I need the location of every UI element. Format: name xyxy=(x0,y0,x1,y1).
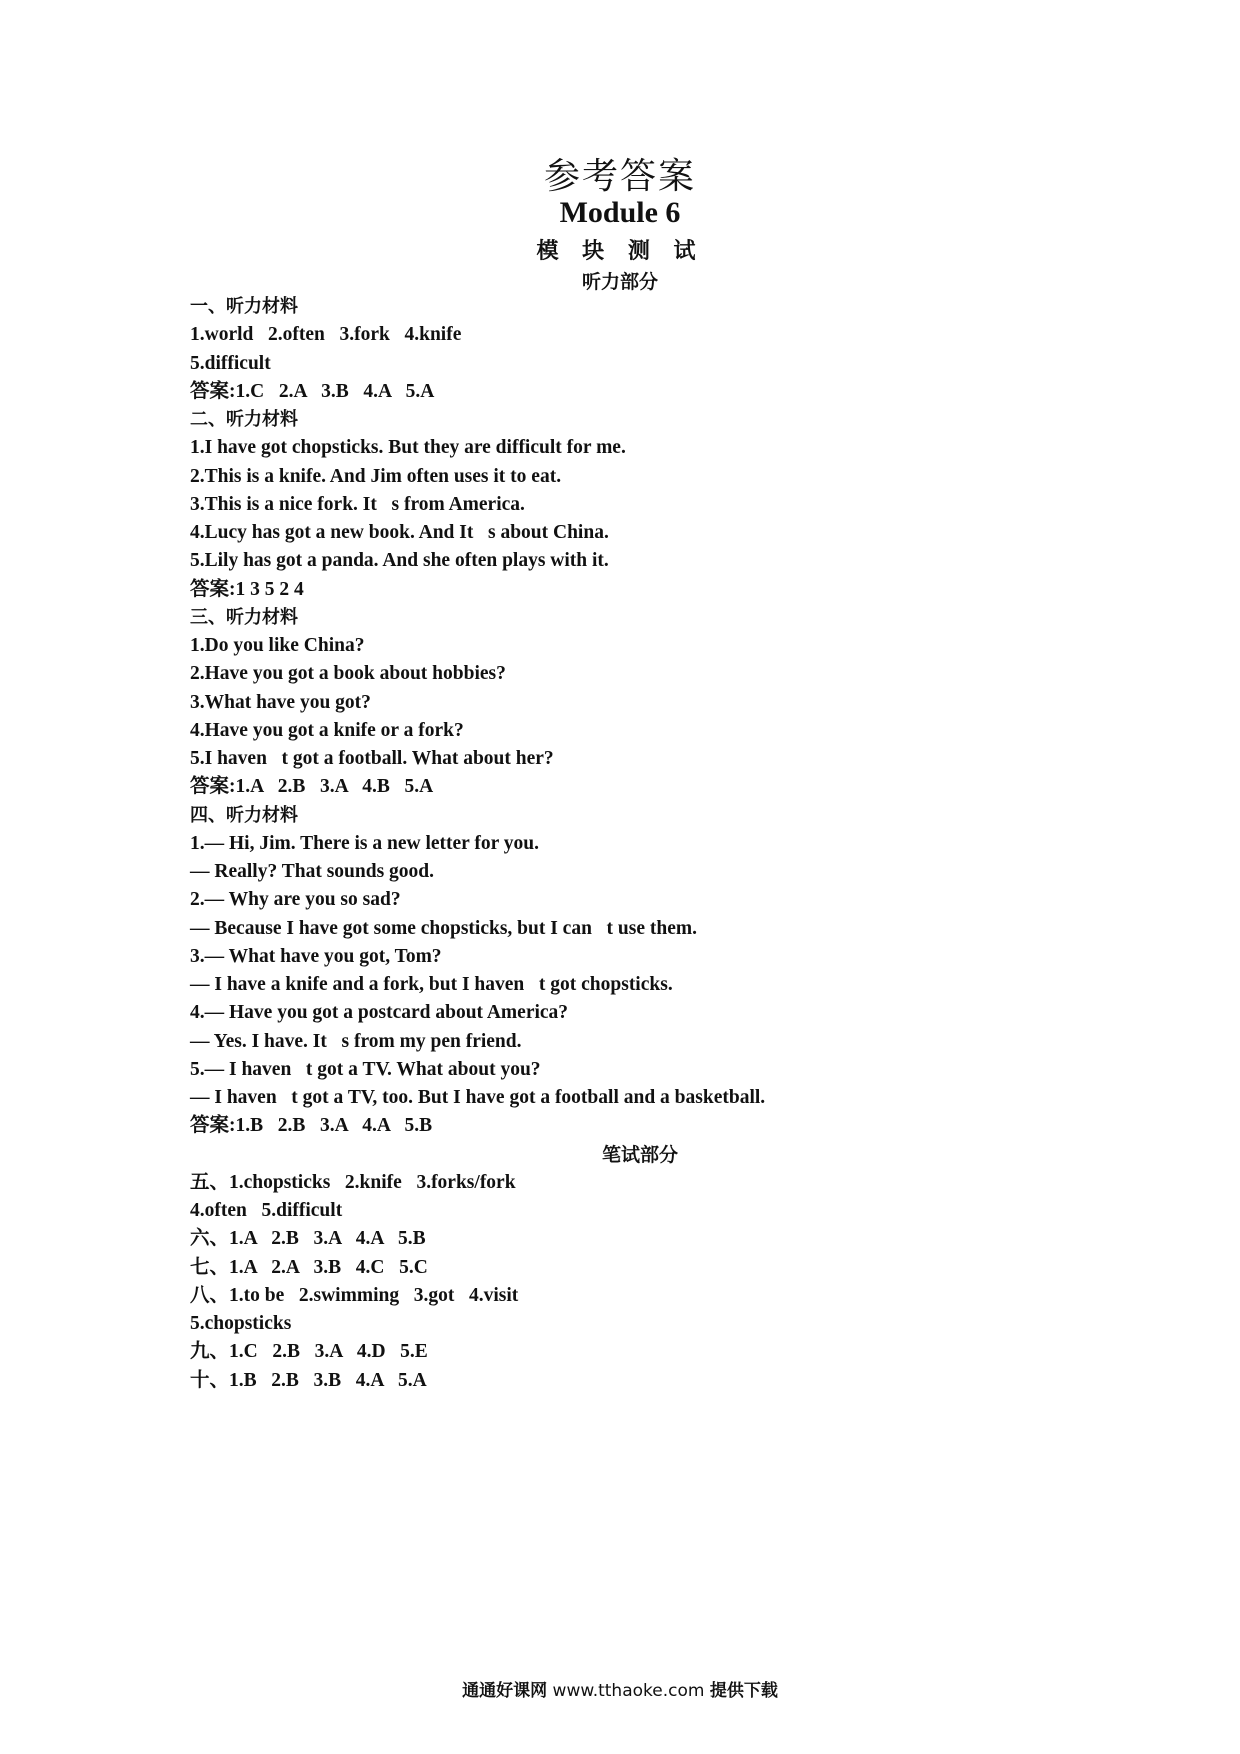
answer-line: 答案:1.A 2.B 3.A 4.B 5.A xyxy=(190,776,434,798)
footer-url: www.tthaoke.com xyxy=(552,1681,705,1701)
answer-line: — Because I have got some chopsticks, but I can t use them. xyxy=(190,917,697,939)
section-heading: 二、听力材料 xyxy=(190,409,298,430)
answer-line: 六、1.A 2.B 3.A 4.A 5.B xyxy=(190,1228,426,1250)
footer-site-name: 通通好课网 xyxy=(462,1681,548,1701)
answer-line: 答案:1.C 2.A 3.B 4.A 5.A xyxy=(190,380,435,402)
answer-line: 答案:1.B 2.B 3.A 4.A 5.B xyxy=(190,1115,433,1137)
answer-content xyxy=(190,293,1090,1395)
answer-line: 5.Lily has got a panda. And she often plays with it. xyxy=(190,550,609,572)
answer-line: — Yes. I have. It s from my pen friend. xyxy=(190,1030,522,1052)
answer-line: 九、1.C 2.B 3.A 4.D 5.E xyxy=(190,1341,428,1363)
answer-line: 5.— I haven t got a TV. What about you? xyxy=(190,1058,541,1080)
answer-line: — Really? That sounds good. xyxy=(190,861,434,882)
answer-line: 1.— Hi, Jim. There is a new letter for you. xyxy=(190,832,539,854)
answer-line: 4.— Have you got a postcard about America? xyxy=(190,1002,569,1024)
answer-line: 3.What have you got? xyxy=(190,691,371,713)
answer-line: 十、1.B 2.B 3.B 4.A 5.A xyxy=(190,1369,427,1391)
test-subtitle: 模 块 测 试 xyxy=(536,239,704,264)
answer-line: 4.often 5.difficult xyxy=(190,1200,343,1221)
answer-line: 1.I have got chopsticks. But they are difficult for me. xyxy=(190,437,626,459)
answer-line: 2.— Why are you so sad? xyxy=(190,889,401,911)
answer-line: — I have a knife and a fork, but I haven t got chopsticks. xyxy=(190,974,673,995)
answer-line: 1.Do you like China? xyxy=(190,635,365,656)
section-heading: 三、听力材料 xyxy=(190,606,298,628)
answer-line: 5.chopsticks xyxy=(190,1313,292,1334)
answer-line: 3.This is a nice fork. It s from America. xyxy=(190,493,525,515)
section-heading-written: 笔试部分 xyxy=(601,1143,678,1166)
answer-line: 2.Have you got a book about hobbies? xyxy=(190,663,506,685)
answer-line: 1.world 2.often 3.fork 4.knife xyxy=(190,324,462,346)
answer-line: — I haven t got a TV, too. But I have got a football and a basketball. xyxy=(190,1087,766,1108)
page-title: 参考答案 xyxy=(543,156,696,197)
answer-line: 4.Lucy has got a new book. And It s about China. xyxy=(190,522,609,543)
answer-line: 5.difficult xyxy=(190,352,271,374)
footer-suffix: 提供下载 xyxy=(709,1681,778,1701)
section-heading: 一、听力材料 xyxy=(190,296,298,317)
section-heading: 四、听力材料 xyxy=(190,804,298,826)
answer-line: 5.I haven t got a football. What about her? xyxy=(190,748,554,769)
answer-line: 八、1.to be 2.swimming 3.got 4.visit xyxy=(190,1284,519,1306)
answer-line: 2.This is a knife. And Jim often uses it to eat. xyxy=(190,465,562,487)
answer-line: 答案:1 3 5 2 4 xyxy=(190,578,304,600)
answer-line: 五、1.chopsticks 2.knife 3.forks/fork xyxy=(190,1171,516,1193)
answer-line: 七、1.A 2.A 3.B 4.C 5.C xyxy=(190,1256,428,1278)
answer-line: 3.— What have you got, Tom? xyxy=(190,945,442,967)
answer-line: 4.Have you got a knife or a fork? xyxy=(190,719,464,741)
module-title: Module 6 xyxy=(559,196,681,229)
section-heading-listening: 听力部分 xyxy=(581,271,658,293)
footer xyxy=(0,1676,1240,1701)
